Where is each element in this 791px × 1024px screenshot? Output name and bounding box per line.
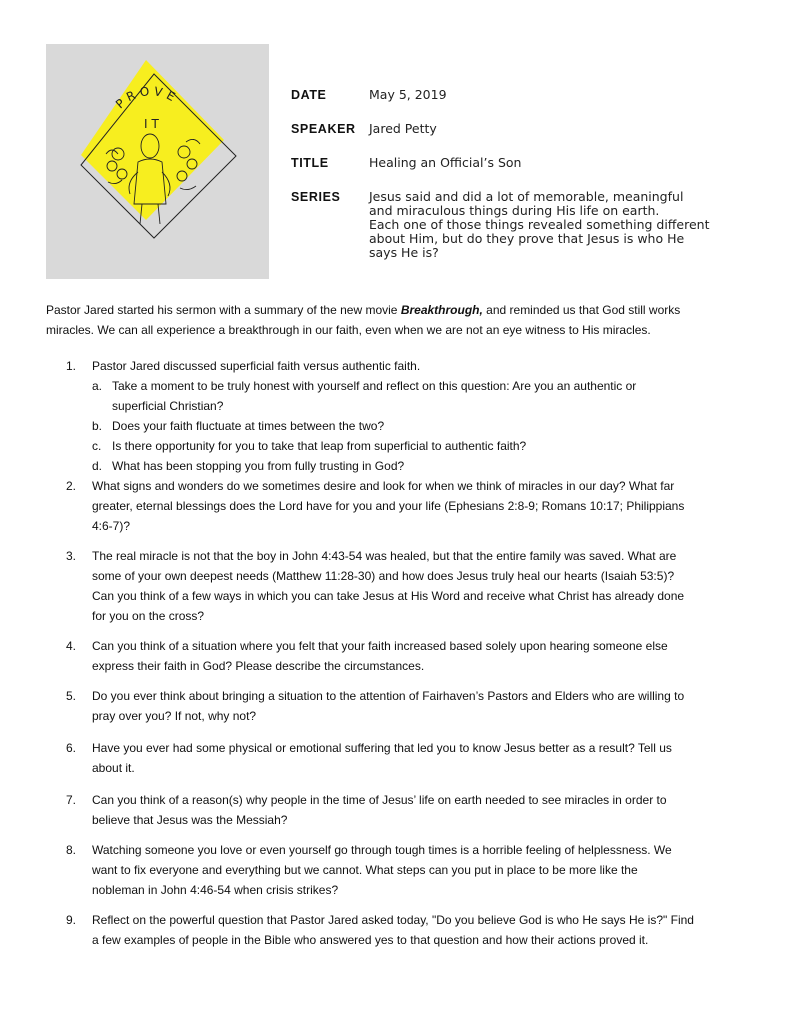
meta-row-speaker bbox=[291, 122, 751, 136]
question-4 bbox=[66, 636, 746, 676]
question-text: express their faith in God? Please describe the circumstances. bbox=[92, 659, 425, 673]
question-8 bbox=[66, 840, 746, 900]
series-line: Each one of those things revealed something different bbox=[369, 217, 710, 232]
question-number: 3. bbox=[66, 549, 77, 563]
logo-text-prove: PROVE bbox=[112, 83, 181, 112]
sub-question-text: Take a moment to be truly honest with yourself and reflect on this question: Are you an authentic or bbox=[112, 379, 637, 393]
question-text: Can you think of a few ways in which you can take Jesus at His Word and receive what Christ has already done bbox=[92, 589, 685, 603]
sermon-meta bbox=[291, 88, 751, 276]
title-value: Healing an Official’s Son bbox=[369, 155, 522, 170]
sub-question-text: What has been stopping you from fully trusting in God? bbox=[112, 459, 405, 473]
prove-it-logo bbox=[46, 44, 269, 279]
question-text: Can you think of a situation where you felt that your faith increased based solely upon hearing someone else bbox=[92, 639, 668, 653]
question-text: some of your own deepest needs (Matthew 11:28-30) and how does Jesus truly heal our hearts (Isaiah 53:5)? bbox=[92, 569, 675, 583]
meta-row-date bbox=[291, 88, 751, 102]
intro-text: miracles. We can all experience a breakthrough in our faith, even when we are not an eye witness to His miracles. bbox=[46, 323, 651, 337]
sub-question-text: Does your faith fluctuate at times between the two? bbox=[112, 419, 385, 433]
question-number: 4. bbox=[66, 639, 77, 653]
meta-row-series bbox=[291, 190, 751, 260]
series-line: says He is? bbox=[369, 245, 439, 260]
sub-question-d bbox=[92, 456, 746, 476]
sub-letter: b. bbox=[92, 419, 103, 433]
question-number: 6. bbox=[66, 741, 77, 755]
intro-paragraph bbox=[46, 300, 746, 340]
series-value bbox=[369, 190, 751, 260]
question-text: want to fix everyone and everything but we cannot. What steps can you put in place to be more like the bbox=[92, 863, 638, 877]
sub-letter: d. bbox=[92, 459, 103, 473]
sub-question-c bbox=[92, 436, 746, 456]
sub-letter: c. bbox=[92, 439, 102, 453]
question-2 bbox=[66, 476, 746, 536]
question-text: Watching someone you love or even yourself go through tough times is a horrible feeling of helplessness. We bbox=[92, 843, 672, 857]
question-6 bbox=[66, 738, 746, 778]
question-1 bbox=[66, 356, 746, 476]
question-9 bbox=[66, 910, 746, 950]
sub-question-a bbox=[92, 376, 746, 416]
date-label: DATE bbox=[291, 88, 327, 102]
sub-letter: a. bbox=[92, 379, 103, 393]
series-line: about Him, but do they prove that Jesus is who He bbox=[369, 231, 685, 246]
question-text: for you on the cross? bbox=[92, 609, 205, 623]
question-text: Can you think of a reason(s) why people in the time of Jesus’ life on earth needed to see miracles in order to bbox=[92, 793, 667, 807]
series-label: SERIES bbox=[291, 190, 341, 204]
sub-question-list bbox=[92, 376, 746, 476]
question-5 bbox=[66, 686, 746, 726]
prove-it-logo-graphic bbox=[46, 44, 269, 279]
question-number: 8. bbox=[66, 843, 77, 857]
question-text: Pastor Jared discussed superficial faith versus authentic faith. bbox=[92, 359, 421, 373]
meta-row-title bbox=[291, 156, 751, 170]
speaker-value: Jared Petty bbox=[369, 121, 437, 136]
question-text: Have you ever had some physical or emotional suffering that led you to know Jesus better as a result? Tell us bbox=[92, 741, 672, 755]
question-7 bbox=[66, 790, 746, 830]
sub-question-text: superficial Christian? bbox=[112, 399, 224, 413]
sub-question-text: Is there opportunity for you to take that leap from superficial to authentic faith? bbox=[112, 439, 527, 453]
question-text: What signs and wonders do we sometimes desire and look for when we think of miracles in our day? What far bbox=[92, 479, 675, 493]
question-text: nobleman in John 4:46-54 when crisis strikes? bbox=[92, 883, 339, 897]
series-line: and miraculous things during His life on earth. bbox=[369, 203, 660, 218]
question-number: 1. bbox=[66, 359, 77, 373]
question-text: greater, eternal blessings does the Lord have for you and your life (Ephesians 2:8-9; Romans 10:17; Philippians bbox=[92, 499, 685, 513]
intro-text: Pastor Jared started his sermon with a summary of the new movie bbox=[46, 303, 401, 317]
date-value: May 5, 2019 bbox=[369, 87, 447, 102]
question-text: The real miracle is not that the boy in John 4:43-54 was healed, but that the entire family was saved. What are bbox=[92, 549, 677, 563]
question-text: 4:6-7)? bbox=[92, 519, 131, 533]
question-text: pray over you? If not, why not? bbox=[92, 709, 257, 723]
speaker-label: SPEAKER bbox=[291, 122, 356, 136]
sub-question-b bbox=[92, 416, 746, 436]
title-label: TITLE bbox=[291, 156, 329, 170]
intro-text: and reminded us that God still works bbox=[482, 303, 681, 317]
question-text: believe that Jesus was the Messiah? bbox=[92, 813, 288, 827]
question-text: about it. bbox=[92, 761, 135, 775]
logo-text-it: IT bbox=[144, 117, 163, 131]
movie-title: Breakthrough, bbox=[400, 303, 483, 317]
question-number: 7. bbox=[66, 793, 77, 807]
series-line: Jesus said and did a lot of memorable, meaningful bbox=[369, 189, 684, 204]
question-number: 2. bbox=[66, 479, 77, 493]
question-text: Reflect on the powerful question that Pastor Jared asked today, "Do you believe God is who He says He is?" Find bbox=[92, 913, 694, 927]
question-number: 5. bbox=[66, 689, 77, 703]
question-text: a few examples of people in the Bible who answered yes to that question and how their actions proved it. bbox=[92, 933, 649, 947]
question-text: Do you ever think about bringing a situation to the attention of Fairhaven’s Pastors and Elders who are willing to bbox=[92, 689, 685, 703]
question-number: 9. bbox=[66, 913, 77, 927]
question-3 bbox=[66, 546, 746, 626]
